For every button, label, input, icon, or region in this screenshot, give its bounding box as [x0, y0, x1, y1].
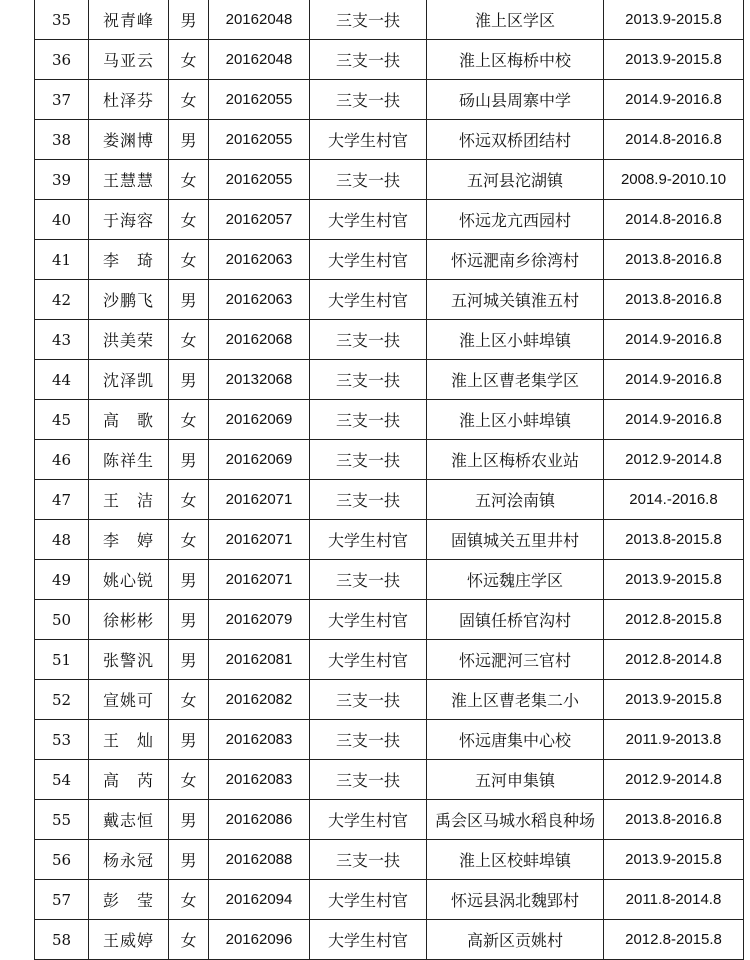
- person-name: 高 歌: [89, 400, 169, 440]
- person-name: 李 婷: [89, 520, 169, 560]
- row-number: 50: [35, 600, 89, 640]
- program-type: 三支一扶: [310, 680, 427, 720]
- position-code: 20162055: [209, 160, 310, 200]
- position-code: 20132068: [209, 360, 310, 400]
- gender: 女: [169, 160, 209, 200]
- service-unit: 高新区贡姚村: [427, 920, 604, 960]
- service-unit: 怀远双桥团结村: [427, 120, 604, 160]
- gender: 女: [169, 480, 209, 520]
- service-unit: 淮上区梅桥中校: [427, 40, 604, 80]
- gender: 男: [169, 720, 209, 760]
- position-code: 20162048: [209, 40, 310, 80]
- position-code: 20162081: [209, 640, 310, 680]
- gender: 男: [169, 640, 209, 680]
- table-row: [35, 680, 744, 720]
- row-number: 36: [35, 40, 89, 80]
- table-row: [35, 560, 744, 600]
- table-row: [35, 440, 744, 480]
- row-number: 46: [35, 440, 89, 480]
- table-row: [35, 720, 744, 760]
- gender: 女: [169, 760, 209, 800]
- row-number: 51: [35, 640, 89, 680]
- gender: 男: [169, 280, 209, 320]
- table-row: [35, 80, 744, 120]
- service-unit: 淮上区校蚌埠镇: [427, 840, 604, 880]
- gender: 女: [169, 200, 209, 240]
- position-code: 20162086: [209, 800, 310, 840]
- program-type: 三支一扶: [310, 440, 427, 480]
- position-code: 20162055: [209, 80, 310, 120]
- gender: 女: [169, 80, 209, 120]
- person-name: 姚心锐: [89, 560, 169, 600]
- service-unit: 五河县沱湖镇: [427, 160, 604, 200]
- gender: 男: [169, 560, 209, 600]
- row-number: 39: [35, 160, 89, 200]
- gender: 男: [169, 440, 209, 480]
- service-unit: 固镇任桥官沟村: [427, 600, 604, 640]
- service-unit: 怀远淝河三官村: [427, 640, 604, 680]
- row-number: 40: [35, 200, 89, 240]
- row-number: 43: [35, 320, 89, 360]
- service-unit: 怀远唐集中心校: [427, 720, 604, 760]
- service-unit: 淮上区曹老集学区: [427, 360, 604, 400]
- gender: 男: [169, 0, 209, 40]
- table-row: [35, 880, 744, 920]
- program-type: 三支一扶: [310, 80, 427, 120]
- table-row: [35, 240, 744, 280]
- table-row: [35, 800, 744, 840]
- service-period: 2014.9-2016.8: [604, 360, 744, 400]
- service-period: 2012.9-2014.8: [604, 440, 744, 480]
- service-unit: 固镇城关五里井村: [427, 520, 604, 560]
- service-period: 2013.8-2015.8: [604, 520, 744, 560]
- position-code: 20162082: [209, 680, 310, 720]
- row-number: 38: [35, 120, 89, 160]
- person-name: 王 洁: [89, 480, 169, 520]
- program-type: 三支一扶: [310, 0, 427, 40]
- person-name: 陈祥生: [89, 440, 169, 480]
- service-period: 2008.9-2010.10: [604, 160, 744, 200]
- row-number: 42: [35, 280, 89, 320]
- row-number: 35: [35, 0, 89, 40]
- table-row: [35, 920, 744, 960]
- service-period: 2011.8-2014.8: [604, 880, 744, 920]
- gender: 男: [169, 120, 209, 160]
- position-code: 20162057: [209, 200, 310, 240]
- service-unit: 淮上区学区: [427, 0, 604, 40]
- person-name: 沈泽凯: [89, 360, 169, 400]
- program-type: 大学生村官: [310, 880, 427, 920]
- program-type: 大学生村官: [310, 280, 427, 320]
- position-code: 20162048: [209, 0, 310, 40]
- row-number: 49: [35, 560, 89, 600]
- service-period: 2013.8-2016.8: [604, 240, 744, 280]
- service-period: 2012.8-2014.8: [604, 640, 744, 680]
- program-type: 三支一扶: [310, 160, 427, 200]
- person-name: 张警汎: [89, 640, 169, 680]
- gender: 女: [169, 520, 209, 560]
- person-name: 祝青峰: [89, 0, 169, 40]
- position-code: 20162096: [209, 920, 310, 960]
- row-number: 45: [35, 400, 89, 440]
- service-unit: 五河申集镇: [427, 760, 604, 800]
- roster-table: [34, 0, 744, 960]
- person-name: 宣姚可: [89, 680, 169, 720]
- person-name: 沙鹏飞: [89, 280, 169, 320]
- program-type: 三支一扶: [310, 320, 427, 360]
- service-period: 2014.9-2016.8: [604, 320, 744, 360]
- person-name: 彭 莹: [89, 880, 169, 920]
- service-unit: 淮上区曹老集二小: [427, 680, 604, 720]
- person-name: 王慧慧: [89, 160, 169, 200]
- service-unit: 淮上区小蚌埠镇: [427, 320, 604, 360]
- position-code: 20162063: [209, 240, 310, 280]
- program-type: 三支一扶: [310, 360, 427, 400]
- table-row: [35, 400, 744, 440]
- service-unit: 怀远龙亢西园村: [427, 200, 604, 240]
- program-type: 三支一扶: [310, 840, 427, 880]
- service-period: 2013.9-2015.8: [604, 40, 744, 80]
- service-period: 2014.9-2016.8: [604, 400, 744, 440]
- program-type: 三支一扶: [310, 560, 427, 600]
- program-type: 大学生村官: [310, 800, 427, 840]
- program-type: 三支一扶: [310, 400, 427, 440]
- gender: 男: [169, 600, 209, 640]
- service-unit: 淮上区梅桥农业站: [427, 440, 604, 480]
- person-name: 娄渊博: [89, 120, 169, 160]
- table-row: [35, 320, 744, 360]
- service-period: 2012.9-2014.8: [604, 760, 744, 800]
- gender: 女: [169, 920, 209, 960]
- service-period: 2013.9-2015.8: [604, 0, 744, 40]
- table-row: [35, 40, 744, 80]
- service-unit: 砀山县周寨中学: [427, 80, 604, 120]
- position-code: 20162071: [209, 480, 310, 520]
- service-period: 2014.8-2016.8: [604, 120, 744, 160]
- service-period: 2014.8-2016.8: [604, 200, 744, 240]
- person-name: 马亚云: [89, 40, 169, 80]
- gender: 男: [169, 800, 209, 840]
- row-number: 55: [35, 800, 89, 840]
- person-name: 王 灿: [89, 720, 169, 760]
- row-number: 47: [35, 480, 89, 520]
- position-code: 20162088: [209, 840, 310, 880]
- gender: 女: [169, 320, 209, 360]
- person-name: 王威婷: [89, 920, 169, 960]
- program-type: 大学生村官: [310, 920, 427, 960]
- row-number: 57: [35, 880, 89, 920]
- person-name: 杨永冠: [89, 840, 169, 880]
- service-period: 2013.8-2016.8: [604, 280, 744, 320]
- program-type: 三支一扶: [310, 720, 427, 760]
- position-code: 20162071: [209, 520, 310, 560]
- service-unit: 怀远淝南乡徐湾村: [427, 240, 604, 280]
- program-type: 三支一扶: [310, 480, 427, 520]
- service-unit: 怀远魏庄学区: [427, 560, 604, 600]
- row-number: 54: [35, 760, 89, 800]
- service-unit: 五河城关镇淮五村: [427, 280, 604, 320]
- position-code: 20162068: [209, 320, 310, 360]
- service-period: 2013.9-2015.8: [604, 560, 744, 600]
- service-unit: 淮上区小蚌埠镇: [427, 400, 604, 440]
- table-row: [35, 120, 744, 160]
- row-number: 48: [35, 520, 89, 560]
- row-number: 41: [35, 240, 89, 280]
- gender: 男: [169, 840, 209, 880]
- service-period: 2013.9-2015.8: [604, 680, 744, 720]
- table-row: [35, 640, 744, 680]
- row-number: 56: [35, 840, 89, 880]
- position-code: 20162083: [209, 760, 310, 800]
- position-code: 20162079: [209, 600, 310, 640]
- row-number: 44: [35, 360, 89, 400]
- table-row: [35, 360, 744, 400]
- position-code: 20162063: [209, 280, 310, 320]
- service-unit: 怀远县涡北魏郢村: [427, 880, 604, 920]
- program-type: 大学生村官: [310, 600, 427, 640]
- gender: 女: [169, 680, 209, 720]
- program-type: 大学生村官: [310, 120, 427, 160]
- row-number: 58: [35, 920, 89, 960]
- person-name: 戴志恒: [89, 800, 169, 840]
- gender: 女: [169, 880, 209, 920]
- row-number: 37: [35, 80, 89, 120]
- service-period: 2012.8-2015.8: [604, 600, 744, 640]
- position-code: 20162055: [209, 120, 310, 160]
- service-period: 2014.-2016.8: [604, 480, 744, 520]
- person-name: 洪美荣: [89, 320, 169, 360]
- service-unit: 五河浍南镇: [427, 480, 604, 520]
- person-name: 李 琦: [89, 240, 169, 280]
- gender: 女: [169, 400, 209, 440]
- gender: 女: [169, 40, 209, 80]
- table-row: [35, 280, 744, 320]
- service-period: 2011.9-2013.8: [604, 720, 744, 760]
- row-number: 53: [35, 720, 89, 760]
- program-type: 三支一扶: [310, 760, 427, 800]
- position-code: 20162083: [209, 720, 310, 760]
- service-period: 2013.8-2016.8: [604, 800, 744, 840]
- table-row: [35, 600, 744, 640]
- person-name: 徐彬彬: [89, 600, 169, 640]
- table-row: [35, 760, 744, 800]
- gender: 男: [169, 360, 209, 400]
- row-number: 52: [35, 680, 89, 720]
- roster-body: [35, 0, 744, 960]
- service-unit: 禹会区马城水稻良种场: [427, 800, 604, 840]
- position-code: 20162071: [209, 560, 310, 600]
- service-period: 2012.8-2015.8: [604, 920, 744, 960]
- person-name: 高 芮: [89, 760, 169, 800]
- program-type: 大学生村官: [310, 640, 427, 680]
- program-type: 大学生村官: [310, 200, 427, 240]
- table-row: [35, 160, 744, 200]
- position-code: 20162094: [209, 880, 310, 920]
- table-row: [35, 480, 744, 520]
- program-type: 三支一扶: [310, 40, 427, 80]
- person-name: 杜泽芬: [89, 80, 169, 120]
- table-row: [35, 0, 744, 40]
- service-period: 2014.9-2016.8: [604, 80, 744, 120]
- program-type: 大学生村官: [310, 240, 427, 280]
- position-code: 20162069: [209, 400, 310, 440]
- table-row: [35, 840, 744, 880]
- person-name: 于海容: [89, 200, 169, 240]
- table-row: [35, 200, 744, 240]
- position-code: 20162069: [209, 440, 310, 480]
- table-row: [35, 520, 744, 560]
- gender: 女: [169, 240, 209, 280]
- service-period: 2013.9-2015.8: [604, 840, 744, 880]
- program-type: 大学生村官: [310, 520, 427, 560]
